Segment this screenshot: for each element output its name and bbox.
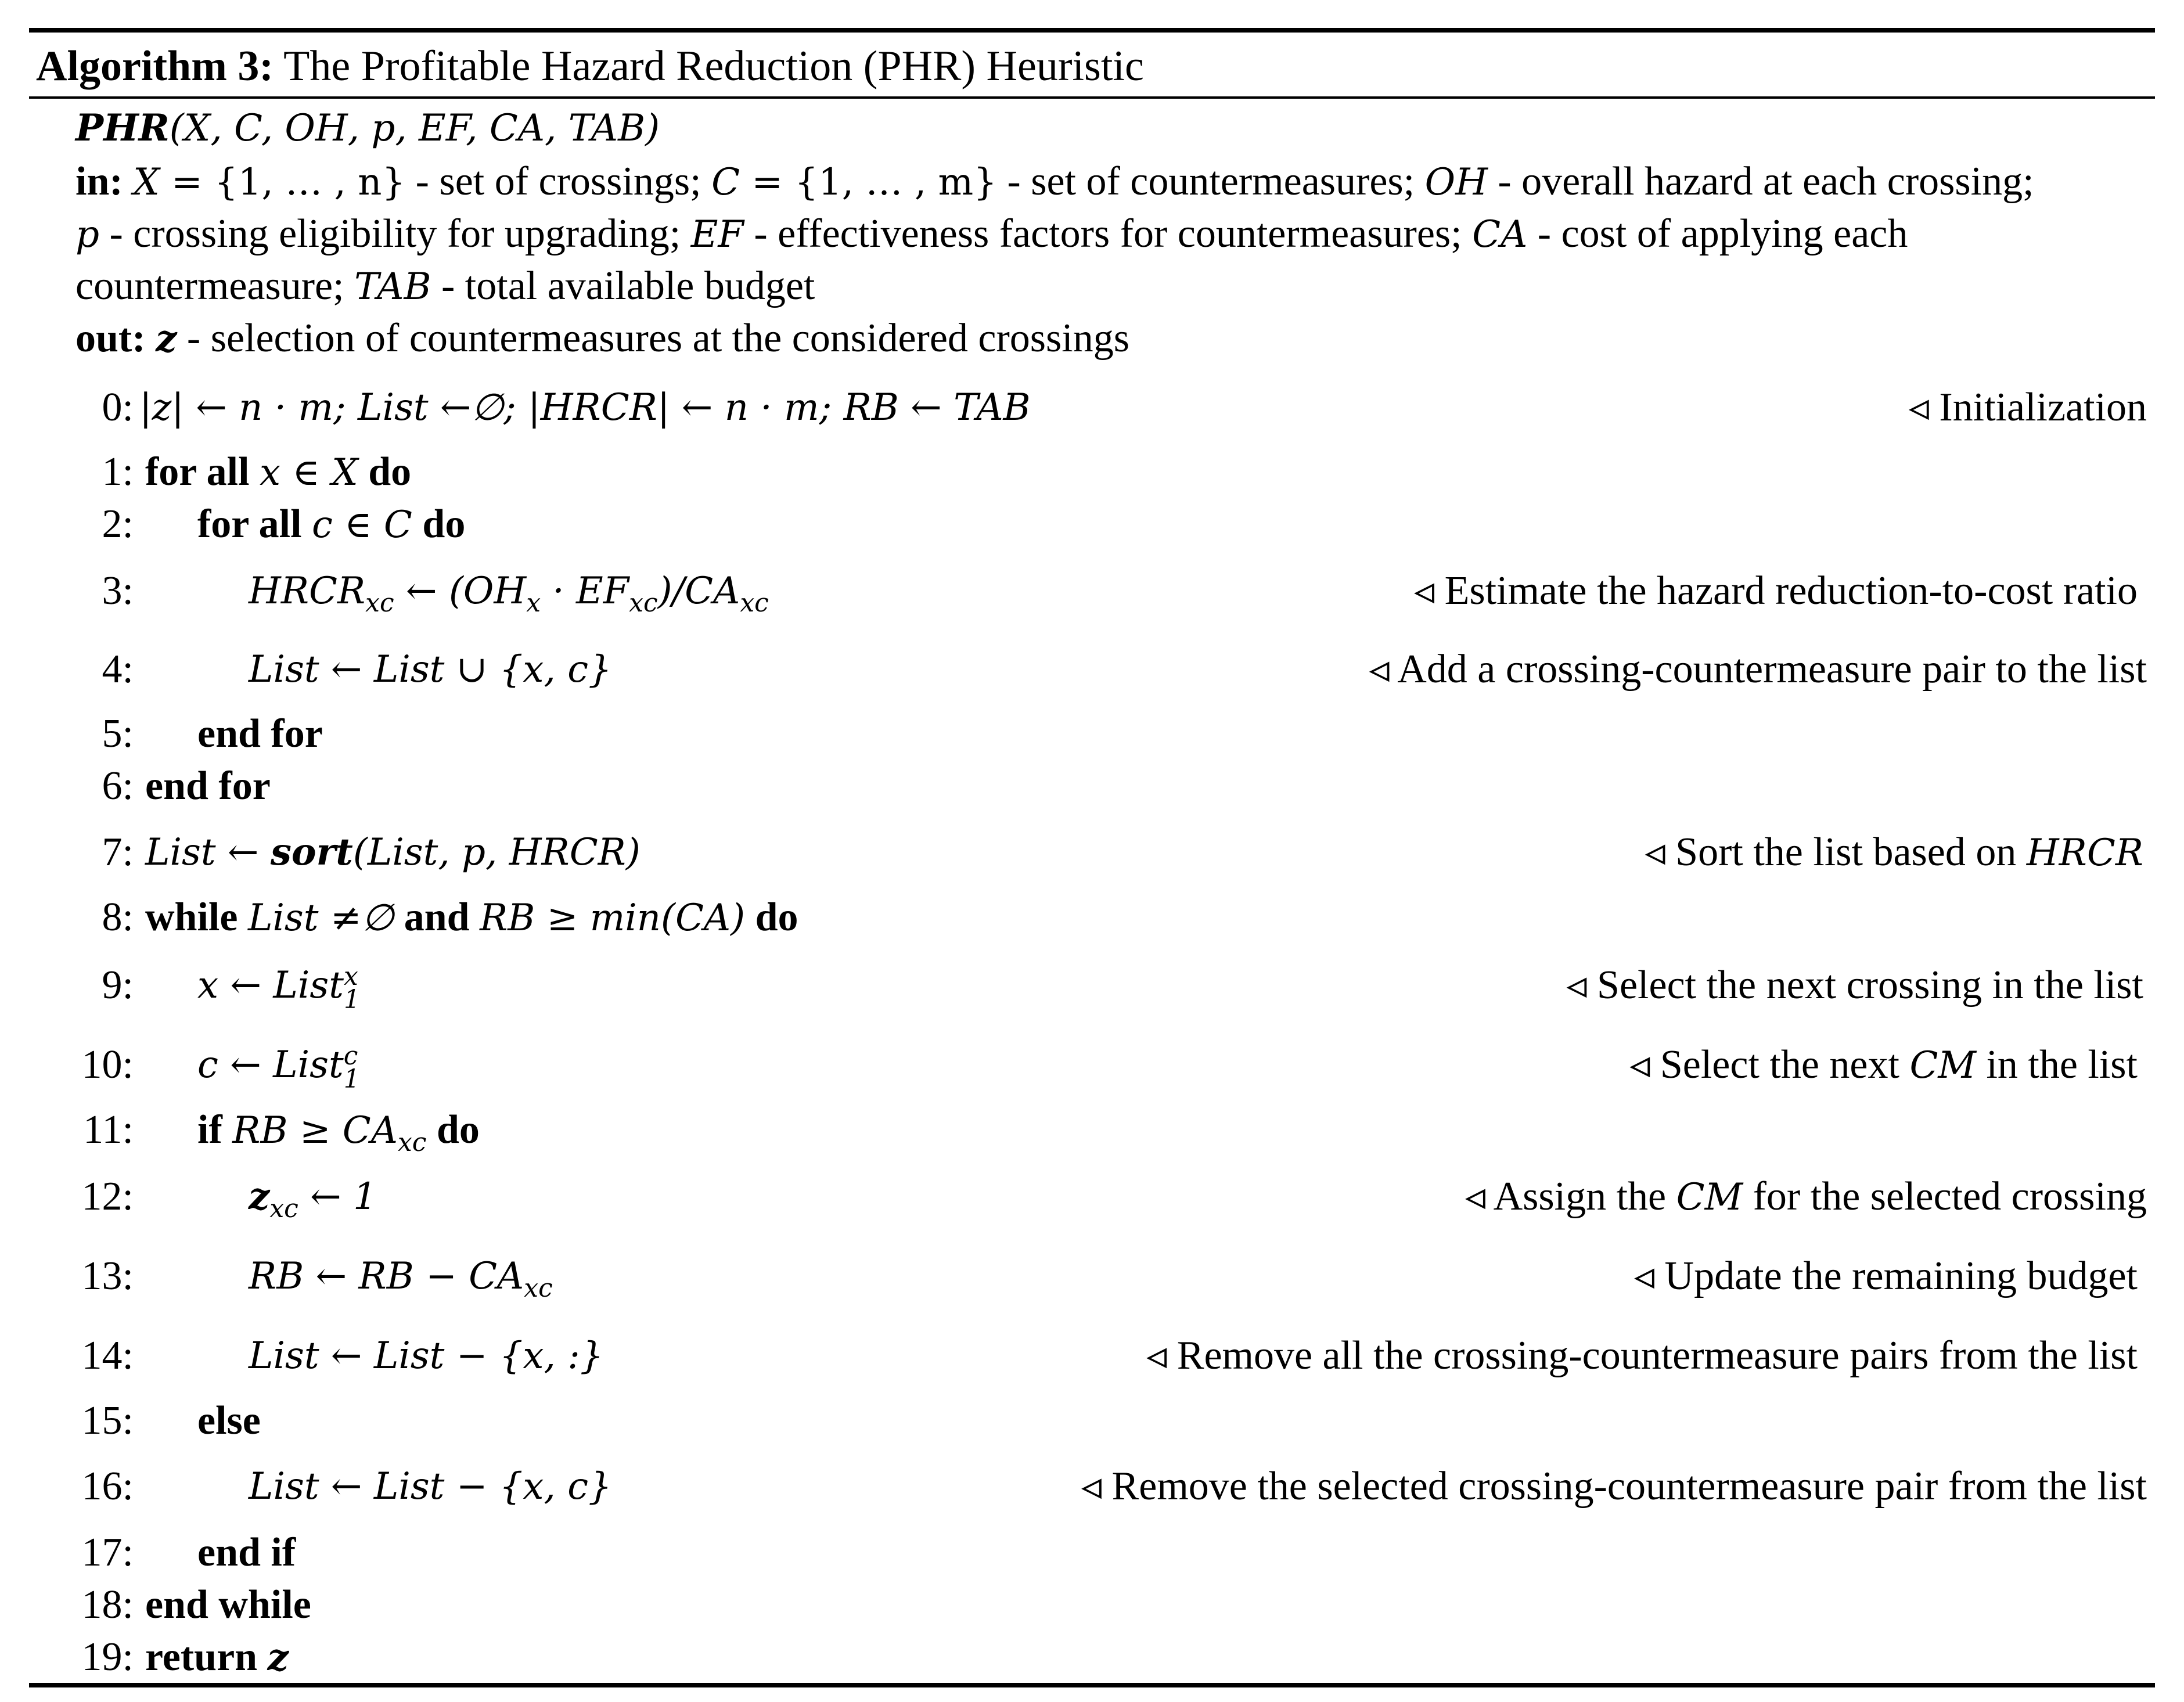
step-2-expr: c ∈ C [312,503,412,546]
keyword-while: while [145,895,238,940]
step-19 [0,1628,2184,1686]
step-0 [0,379,2184,437]
step-11-code: if RB ≥ $CA_{xc}$ do [197,1107,480,1157]
step-10 [0,1036,2184,1094]
output-line [75,312,1129,365]
algorithm-title: The Profitable Hazard Reduction (PHR) Heuristic [283,42,1144,90]
line-number: 4: [102,647,134,692]
step-1-expr: x ∈ X [260,451,358,494]
step-4 [0,641,2184,699]
line-number: 19: [81,1635,134,1679]
step-12 [0,1168,2184,1226]
line-number: 11: [83,1107,134,1152]
return-var: z [267,1636,289,1679]
keyword-else: else [197,1398,261,1443]
top-rule [29,28,2155,33]
step-13 [0,1247,2184,1305]
step-12-code: $z_{xc}$ ← 1 [249,1175,377,1224]
caption-rule [29,96,2155,99]
step-0-code: |z| ← n · m; List ←∅; |HRCR| ← n · m; RB ← TAB [139,386,1031,429]
input-desc-tab: - total available budget [431,264,815,308]
step-0-comment: ◃ Initialization [1908,385,2147,430]
signature-line [75,102,660,154]
step-16-code: List ← List − {x, c} [249,1465,612,1508]
step-14-code: List ← List − {x, :} [249,1334,604,1377]
input-desc-ef: - effectiveness factors for countermeasures; [743,211,1473,256]
input-desc-ca: - cost of applying each [1527,211,1908,256]
line-number: 14: [81,1333,134,1378]
function-args: (X, C, OH, p, EF, CA, TAB) [169,107,660,150]
line-number: 1: [102,449,134,494]
step-5 [0,705,2184,763]
line-number: 13: [81,1254,134,1298]
line-number: 12: [81,1174,134,1219]
step-4-code: List ← List ∪ {x, c} [249,648,612,691]
keyword-for-all: for all [145,449,250,494]
keyword-do: do [755,895,798,940]
input-var-ca: CA [1472,213,1528,256]
keyword-if: if [197,1107,222,1152]
step-13-comment: ◃ Update the remaining budget [1633,1254,2138,1298]
step-13-code: RB ← RB − $CA_{xc}$ [249,1255,553,1303]
line-number: 5: [102,711,134,756]
input-var-oh: OH [1424,161,1488,204]
input-set-x: = {1, … , n} [159,161,406,204]
line-number: 10: [81,1042,134,1087]
step-8 [0,888,2184,947]
step-16-comment: ◃ Remove the selected crossing-countermeasure pair from the list [1081,1464,2147,1509]
line-number: 9: [102,963,134,1007]
input-desc-p: - crossing eligibility for upgrading; [99,211,691,256]
step-14-comment: ◃ Remove all the crossing-countermeasure pairs from the list [1146,1333,2138,1378]
keyword-do: do [368,449,412,494]
keyword-end-for: end for [197,711,323,756]
input-desc-x: - set of crossings; [405,159,712,204]
step-2-code [197,495,465,554]
input-desc-cm: countermeasure; [75,264,355,308]
step-15 [0,1392,2184,1450]
keyword-end-while: end while [145,1582,311,1627]
keyword-do: do [422,502,466,546]
step-8-code: while List ≠∅ and RB ≥ min(CA) do [145,895,798,940]
step-9-code: x ← Listx 1 [197,961,360,1014]
step-6 [0,757,2184,815]
input-var-ef: EF [690,213,744,256]
step-17 [0,1524,2184,1582]
input-var-c: C [711,161,740,204]
step-19-code [145,1628,289,1687]
step-10-code: c ← Listc 1 [197,1041,360,1094]
algorithm-caption [36,42,1144,91]
input-var-p: p [75,213,99,256]
step-1 [0,443,2184,501]
step-7-code: List ← sort(List, p, HRCR) [145,830,641,874]
step-10-comment: ◃ Select the next CM in the list [1629,1042,2138,1087]
keyword-end-if: end if [197,1530,296,1575]
input-var-tab: TAB [354,265,431,308]
step-4-comment: ◃ Add a crossing-countermeasure pair to the list [1369,647,2147,692]
bottom-rule [29,1683,2155,1687]
output-var: z [156,317,177,361]
keyword-and: and [404,895,470,940]
input-set-c: = {1, … , m} [740,161,997,204]
keyword-for-all: for all [197,502,302,546]
step-16 [0,1458,2184,1516]
line-number: 8: [102,895,134,940]
step-14 [0,1327,2184,1385]
line-number: 0: [102,385,134,430]
keyword-end-for: end for [145,764,271,808]
line-number: 7: [102,830,134,875]
input-keyword: in: [75,159,123,204]
line-number: 15: [81,1398,134,1443]
step-9-comment: ◃ Select the next crossing in the list [1566,963,2143,1007]
input-line-3 [75,260,815,313]
output-keyword: out: [75,316,146,361]
line-number: 16: [81,1464,134,1509]
line-number: 6: [102,764,134,808]
step-7-comment: ◃ Sort the list based on HRCR [1645,830,2143,875]
step-2 [0,495,2184,553]
step-9 [0,956,2184,1014]
step-11 [0,1101,2184,1159]
step-18 [0,1576,2184,1634]
line-number: 3: [102,568,134,613]
input-var-x: X [133,161,160,204]
input-line-1 [75,156,2034,208]
input-line-2 [75,208,1908,261]
line-number: 2: [102,502,134,546]
algorithm-label: Algorithm 3: [36,42,274,90]
line-number: 18: [81,1582,134,1627]
input-desc-c: - set of countermeasures; [996,159,1425,204]
line-number: 17: [81,1530,134,1575]
input-desc-oh: - overall hazard at each crossing; [1487,159,2034,204]
step-7 [0,823,2184,881]
output-desc: - selection of countermeasures at the considered crossings [177,316,1129,361]
step-12-comment: ◃ Assign the CM for the selected crossing [1465,1174,2147,1219]
step-3-comment: ◃ Estimate the hazard reduction-to-cost ratio [1413,568,2138,613]
step-3-code: $HRCR_{xc}$ ← $(OH_x \cdot EF_{xc})/CA_{xc}$ [249,570,769,618]
keyword-return: return [145,1635,258,1679]
step-1-code [145,443,411,502]
function-name: PHR [75,106,170,150]
step-3 [0,562,2184,620]
keyword-do: do [436,1107,480,1152]
